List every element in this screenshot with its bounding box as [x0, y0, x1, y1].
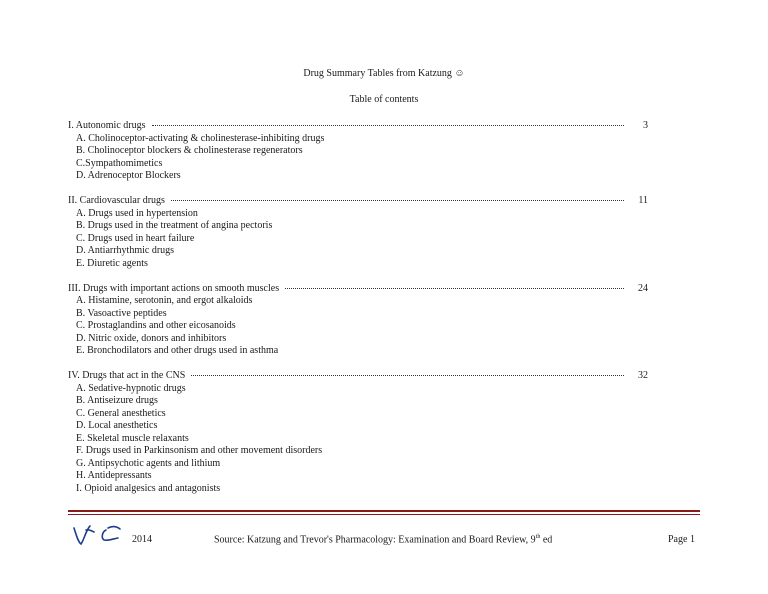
toc-section-heading[interactable]	[68, 195, 648, 208]
toc-item: E. Diuretic agents	[76, 257, 148, 269]
toc-item: A. Sedative-hypnotic drugs	[76, 382, 186, 394]
toc-item: G. Antipsychotic agents and lithium	[76, 457, 221, 469]
toc-item: I. Opioid analgesics and antagonists	[76, 482, 221, 494]
toc-item: C. General anesthetics	[76, 407, 166, 419]
section-page-number: 11	[638, 195, 648, 206]
footer-source	[214, 534, 552, 545]
toc-item: E. Bronchodilators and other drugs used in asthma	[76, 345, 279, 356]
source-suffix: ed	[540, 534, 553, 546]
toc-item: B. Vasoactive peptides	[76, 307, 167, 319]
toc-section-smooth-muscle	[68, 283, 648, 358]
toc-item: A. Cholinoceptor-activating & cholinesterase-inhibiting drugs	[76, 132, 325, 144]
toc-item: B. Cholinoceptor blockers & cholinesterase regenerators	[76, 145, 303, 156]
dot-leader	[285, 288, 624, 289]
toc-item: C.Sympathomimetics	[76, 157, 163, 169]
toc-section-cns	[68, 370, 648, 495]
toc-item: D. Antiarrhythmic drugs	[76, 245, 175, 256]
dot-leader	[191, 375, 624, 376]
section-title: I. Autonomic drugs	[68, 120, 146, 131]
footer-rule-thin	[68, 514, 700, 515]
toc-item: D. Adrenoceptor Blockers	[76, 170, 181, 181]
section-page-number: 24	[638, 282, 648, 294]
toc-section-heading[interactable]	[68, 370, 648, 383]
footer-page-number: Page 1	[668, 534, 695, 545]
source-text: Source: Katzung and Trevor's Pharmacology: Examination and Board Review, 9	[214, 534, 536, 546]
toc-item: E. Skeletal muscle relaxants	[76, 432, 189, 444]
document-title: Drug Summary Tables from Katzung ☺	[303, 68, 465, 79]
signature-logo	[72, 520, 128, 548]
source-superscript: th	[535, 534, 541, 540]
toc-item: A. Drugs used in hypertension	[76, 207, 198, 219]
footer-year: 2014	[132, 534, 152, 545]
toc-item: D. Nitric oxide, donors and inhibitors	[76, 332, 227, 344]
section-page-number: 32	[638, 370, 648, 381]
section-title: III. Drugs with important actions on smooth muscles	[68, 282, 280, 294]
section-title: IV. Drugs that act in the CNS	[68, 370, 186, 381]
dot-leader	[152, 125, 625, 126]
toc-item: H. Antidepressants	[76, 470, 152, 481]
footer-rule-thick	[68, 510, 700, 512]
toc-heading: Table of contents	[349, 94, 419, 105]
toc-section-autonomic	[68, 120, 648, 183]
toc-item: A. Histamine, serotonin, and ergot alkaloids	[76, 295, 253, 306]
toc-item: D. Local anesthetics	[76, 420, 158, 431]
dot-leader	[171, 200, 624, 201]
section-title: II. Cardiovascular drugs	[68, 195, 165, 206]
toc-section-heading[interactable]	[68, 283, 648, 296]
section-page-number: 3	[643, 120, 648, 131]
toc-section-cardiovascular	[68, 195, 648, 270]
toc-item: C. Drugs used in heart failure	[76, 232, 195, 244]
toc-item: B. Drugs used in the treatment of angina pectoris	[76, 220, 273, 231]
toc-item: F. Drugs used in Parkinsonism and other movement disorders	[76, 445, 323, 456]
table-of-contents	[68, 120, 648, 508]
toc-section-heading[interactable]	[68, 120, 648, 133]
toc-item: C. Prostaglandins and other eicosanoids	[76, 320, 236, 331]
toc-item: B. Antiseizure drugs	[76, 395, 158, 406]
